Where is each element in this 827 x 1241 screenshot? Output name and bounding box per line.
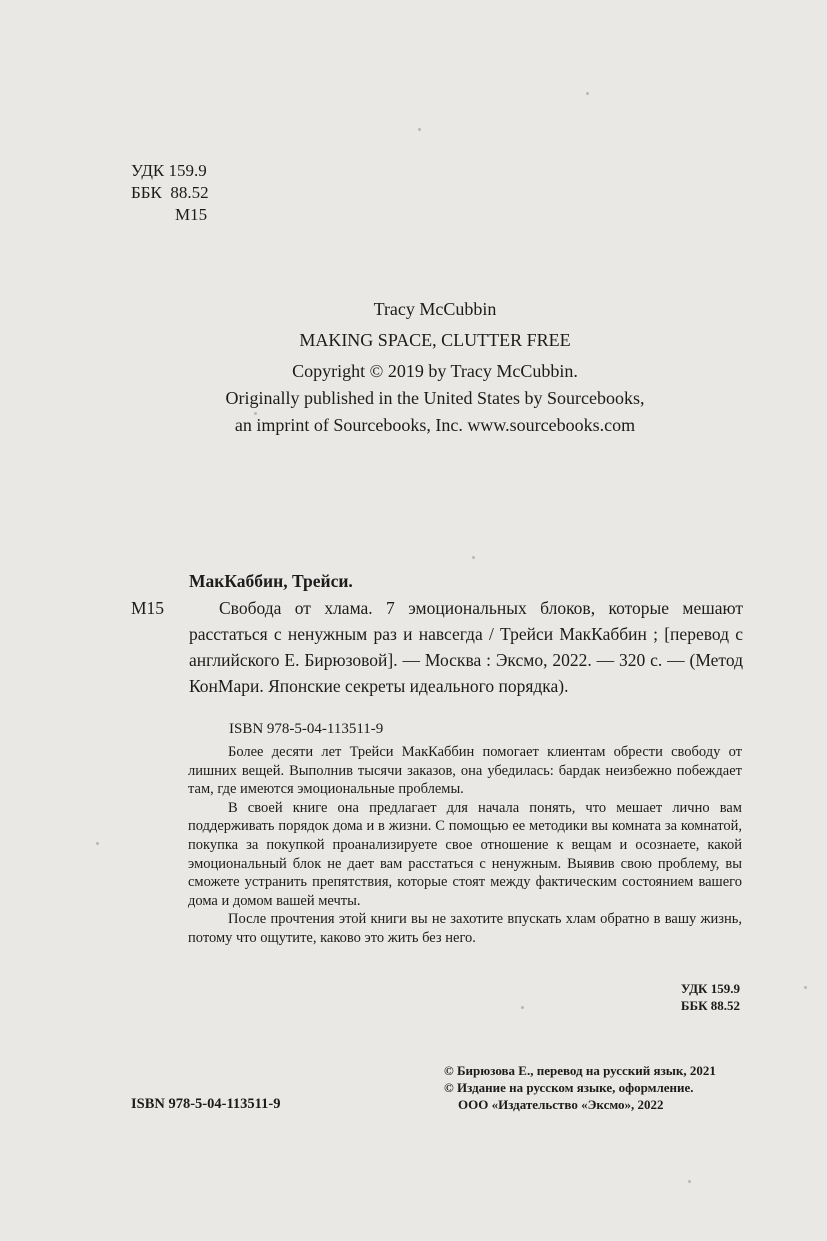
footer-isbn: ISBN 978-5-04-113511-9 (131, 1096, 281, 1112)
original-edition-info (120, 296, 750, 439)
author-mark: М15 (175, 205, 208, 224)
copyright-translation: © Бирюзова Е., перевод на русский язык, 2021 (444, 1063, 716, 1078)
paper-speck (96, 842, 99, 845)
paper-speck (521, 1006, 524, 1009)
footer-classification (681, 980, 740, 1014)
annotation-paragraph: Более десяти лет Трейси МакКаббин помогает клиентам обрести свободу от лишних вещей. Выполнив тысячи заказов, она убедилась: бардак неизбежно побеждает там, где имеются эмоциональные проблемы. (188, 744, 742, 798)
copyright-line: Copyright © 2019 by Tracy McCubbin. (292, 361, 578, 381)
paper-speck (472, 556, 475, 559)
paper-speck (418, 128, 421, 131)
catalog-isbn: ISBN 978-5-04-113511-9 (229, 721, 384, 737)
catalog-index: М15 (131, 598, 165, 618)
footer-bbk: ББК 88.52 (680, 998, 740, 1013)
paper-speck (586, 92, 589, 95)
copyright-edition: © Издание на русском языке, оформление. (444, 1080, 694, 1095)
copyright-line: an imprint of Sourcebooks, Inc. www.sourcebooks.com (234, 415, 636, 435)
paper-speck (688, 1180, 691, 1183)
footer-udk: УДК 159.9 (680, 981, 740, 996)
bbk-code: ББК 88.52 (131, 183, 209, 202)
annotation-paragraph: После прочтения этой книги вы не захотите впускать хлам обратно в вашу жизнь, потому что ощутите, каково это жить без него. (188, 911, 742, 946)
udk-code: УДК 159.9 (131, 161, 207, 180)
classification-block (131, 160, 209, 226)
original-author: Tracy McCubbin (373, 299, 497, 319)
original-title: MAKING SPACE, CLUTTER FREE (299, 330, 571, 350)
paper-speck (804, 986, 807, 989)
copyright-publisher: ООО «Издательство «Эксмо», 2022 (458, 1097, 664, 1112)
footer-copyrights (444, 1062, 716, 1113)
catalog-heading: МакКаббин, Трейси. (189, 571, 353, 591)
annotation (188, 743, 742, 948)
annotation-paragraph: В своей книге она предлагает для начала понять, что мешает лично вам поддерживать порядок дома и в жизни. С помощью ее методики вы комната за комнатой, покупка за покупкой проанализируете свое отношение к вещам и осознаете, какой эмоциональный блок не дает вам расстаться с ненужным. Выявив свою проблему, вы сможете устранить препятствия, которые стоят между фактическим состоянием вашего дома и домом вашей мечты. (188, 799, 742, 909)
catalog-description: Свобода от хлама. 7 эмоциональных блоков, которые мешают расстаться с ненужным раз и навсегда / Трейси МакКаббин ; [перевод с английского Е. Бирюзовой]. — Москва : Эксмо, 2022. — 320 с. — (Метод КонМари. Японские секреты идеального порядка). (189, 598, 743, 696)
copyright-line: Originally published in the United States by Sourcebooks, (225, 388, 645, 408)
